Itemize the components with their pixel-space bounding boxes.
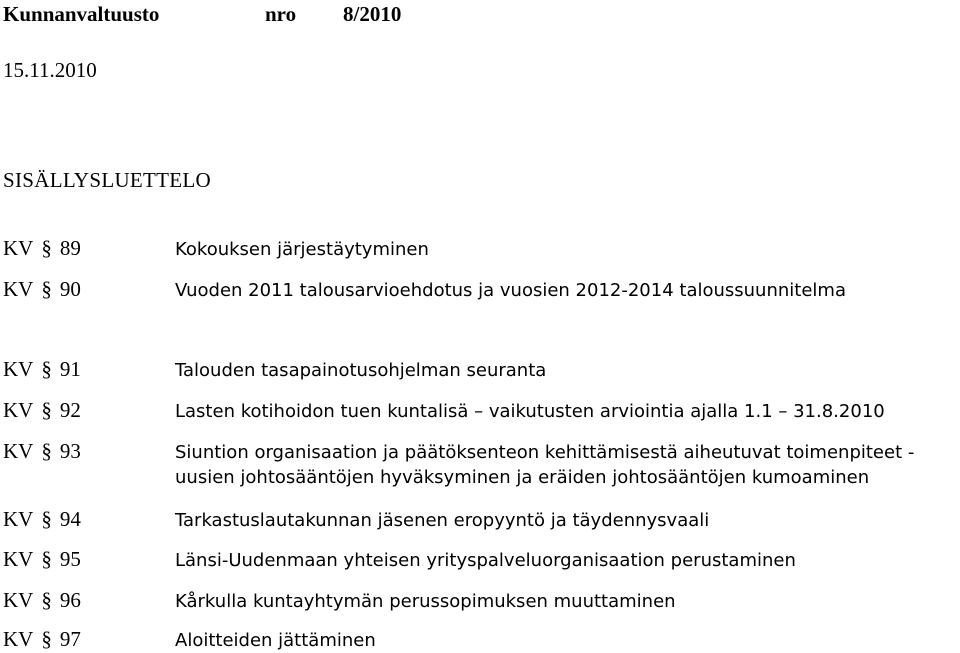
entry-number: 92 xyxy=(59,398,81,422)
section-symbol: § xyxy=(41,507,52,531)
meeting-date: 15.11.2010 xyxy=(3,58,97,82)
section-symbol: § xyxy=(41,627,52,651)
entry-title: Kokouksen järjestäytyminen xyxy=(175,239,429,260)
entry-reference xyxy=(3,277,81,302)
entry-title: Siuntion organisaation ja päätöksenteon kehittämisestä aiheutuvat toimenpiteet - uusien johtosääntöjen hyväksyminen ja eräiden johtosääntöjen kumoaminen xyxy=(175,442,915,488)
entry-prefix: KV xyxy=(3,507,34,531)
meeting-number: 8/2010 xyxy=(343,2,402,26)
entry-number: 96 xyxy=(59,588,81,612)
entry-reference xyxy=(3,627,81,652)
entry-title: Vuoden 2011 talousarvioehdotus ja vuosien 2012-2014 taloussuunnitelma xyxy=(175,280,846,301)
document-header xyxy=(3,2,402,27)
entry-number: 97 xyxy=(59,627,81,651)
entry-prefix: KV xyxy=(3,588,34,612)
section-symbol: § xyxy=(41,398,52,422)
entry-prefix: KV xyxy=(3,627,34,651)
entry-reference xyxy=(3,439,81,464)
entry-prefix: KV xyxy=(3,439,34,463)
entry-number: 93 xyxy=(59,439,81,463)
toc-title: SISÄLLYSLUETTELO xyxy=(3,168,212,192)
entry-prefix: KV xyxy=(3,277,34,301)
section-symbol: § xyxy=(41,439,52,463)
entry-prefix: KV xyxy=(3,357,34,381)
entry-title: Aloitteiden jättäminen xyxy=(175,630,376,651)
body-name: Kunnanvaltuusto xyxy=(3,2,160,26)
entry-number: 89 xyxy=(59,236,81,260)
section-symbol: § xyxy=(41,357,52,381)
section-symbol: § xyxy=(41,588,52,612)
entry-title: Talouden tasapainotusohjelman seuranta xyxy=(175,360,547,381)
section-symbol: § xyxy=(41,547,52,571)
entry-prefix: KV xyxy=(3,547,34,571)
entry-reference xyxy=(3,236,81,261)
entry-reference xyxy=(3,398,81,423)
entry-reference xyxy=(3,547,81,572)
section-symbol: § xyxy=(41,236,52,260)
entry-title: Länsi-Uudenmaan yhteisen yrityspalveluorganisaation perustaminen xyxy=(175,550,796,571)
entry-reference xyxy=(3,357,81,382)
entry-number: 95 xyxy=(59,547,81,571)
nro-label: nro xyxy=(265,2,297,26)
section-symbol: § xyxy=(41,277,52,301)
entry-title: Kårkulla kuntayhtymän perussopimuksen muuttaminen xyxy=(175,591,676,612)
entry-reference xyxy=(3,507,81,532)
entry-number: 94 xyxy=(59,507,81,531)
entry-reference xyxy=(3,588,81,613)
entry-prefix: KV xyxy=(3,398,34,422)
entry-number: 90 xyxy=(59,277,81,301)
entry-title: Tarkastuslautakunnan jäsenen eropyyntö ja täydennysvaali xyxy=(175,510,710,531)
entry-title: Lasten kotihoidon tuen kuntalisä – vaikutusten arviointia ajalla 1.1 – 31.8.2010 xyxy=(175,401,885,422)
entry-number: 91 xyxy=(59,357,81,381)
entry-prefix: KV xyxy=(3,236,34,260)
